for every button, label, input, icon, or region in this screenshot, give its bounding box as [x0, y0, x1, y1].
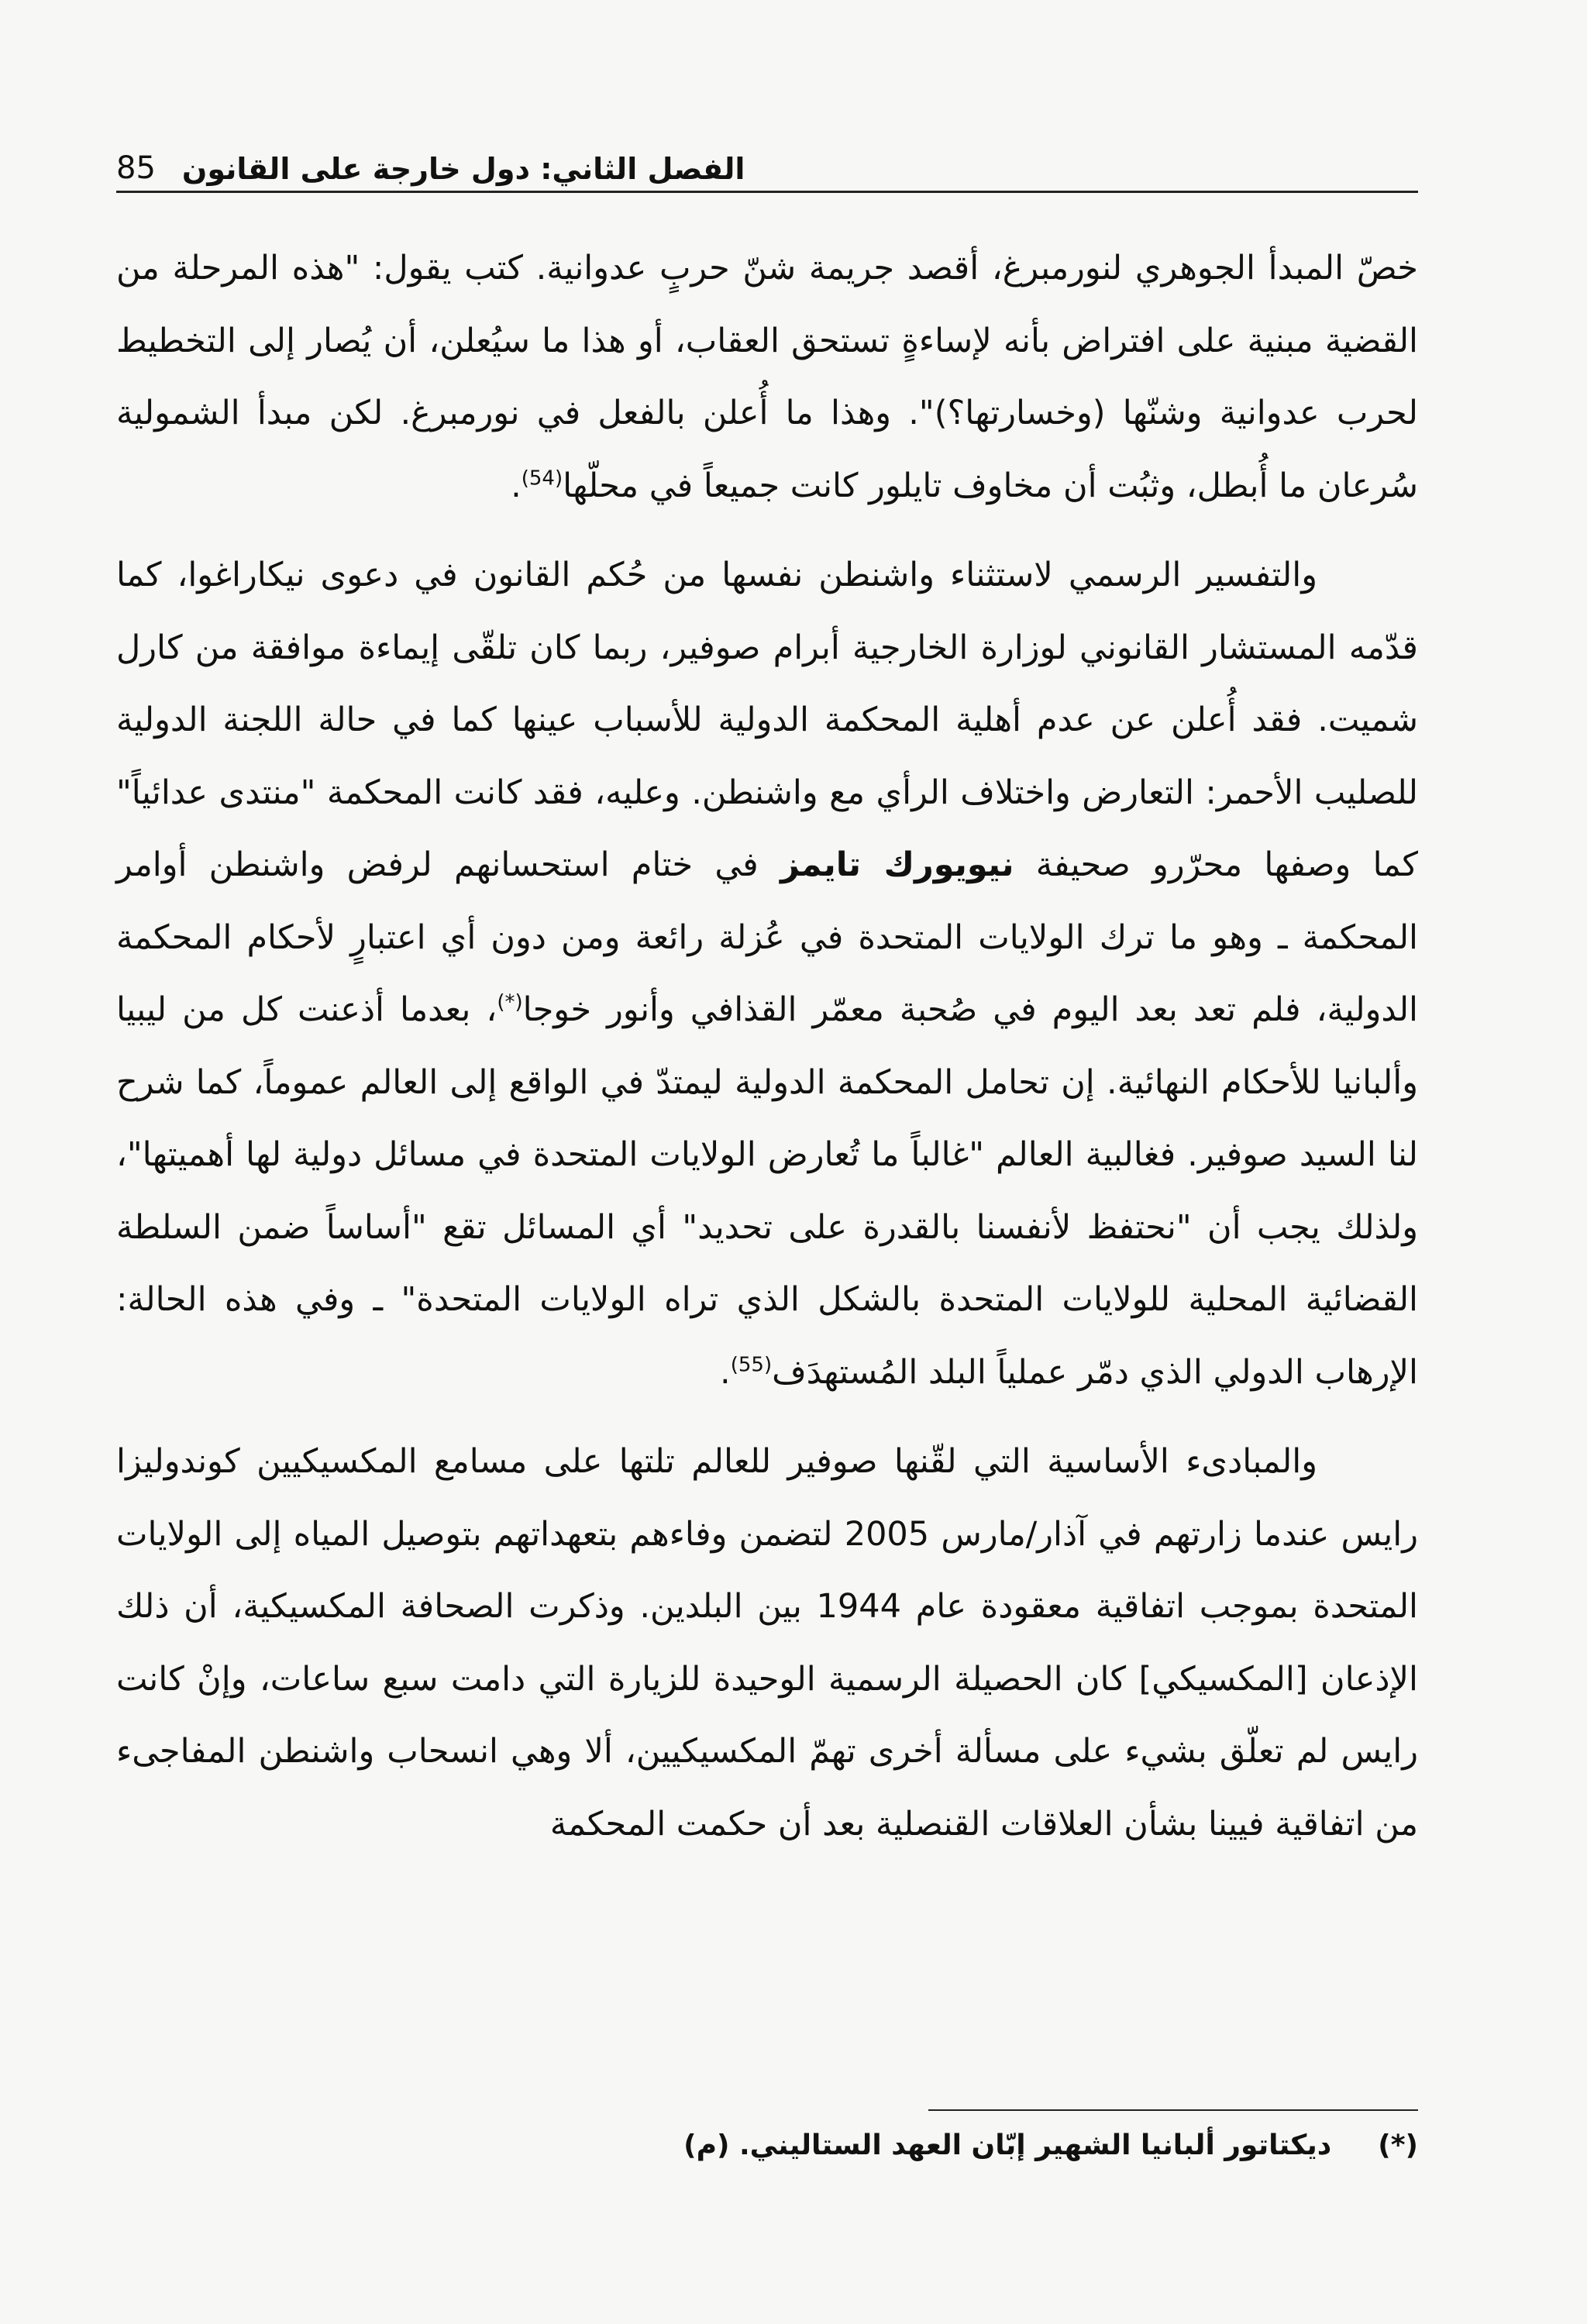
endnote-ref-55: (55)	[730, 1353, 773, 1377]
paragraph-3-text: والمبادىء الأساسية التي لقّنها صوفير للعالم تلتها على مسامع المكسيكيين كوندوليزا رايس عندما زارتهم في آذار/مارس 2005 لتضمن وفاءهم بتعهداتهم بتوصيل المياه إلى الولايات المتحدة بموجب اتفاقية معقودة عام 1944 بين البلدين. وذكرت الصحافة المكسيكية، أن ذلك الإذعان [المكسيكي] كان الحصيلة الرسمية الوحيدة للزيارة التي دامت سبع ساعات، وإنْ كانت رايس لم تعلّق بشيء على مسألة أخرى تهمّ المكسيكيين، ألا وهي انسحاب واشنطن المفاجىء من اتفاقية فيينا بشأن العلاقات القنصلية بعد أن حكمت المحكمة	[116, 1442, 1418, 1844]
chapter-title: الفصل الثاني: دول خارجة على القانون	[181, 152, 745, 186]
paragraph-2-text-b: في ختام استحسانهم لرفض واشنطن أوامر المحكمة ـ وهو ما ترك الولايات المتحدة في عُزلة رائعة ومن دون أي اعتبارٍ لأحكام المحكمة الدولية، فلم تعد بعد اليوم في صُحبة معمّر القذافي وأنور خوجا	[116, 845, 1418, 1029]
footnote-rule	[928, 2109, 1418, 2111]
footnote-text: ديكتاتور ألبانيا الشهير إبّان العهد الستاليني. (م)	[683, 2129, 1332, 2161]
paragraph-2	[116, 539, 1418, 1409]
footnote	[116, 2129, 1418, 2161]
main-text	[116, 232, 1418, 1861]
newspaper-name: نيويورك تايمز	[780, 845, 1014, 884]
footnote-ref-star: (*)	[497, 990, 523, 1014]
page-number: 85	[116, 150, 156, 186]
paragraph-1	[116, 232, 1418, 522]
paragraph-3	[116, 1426, 1418, 1861]
footnote-mark: (*)	[1378, 2129, 1418, 2161]
paragraph-2-text-a: والتفسير الرسمي لاستثناء واشنطن نفسها من حُكم القانون في دعوى نيكاراغوا، كما قدّمه المستشار القانوني لوزارة الخارجية أبرام صوفير، ربما كان تلقّى إيماءة موافقة من كارل شميت. فقد أُعلن عن عدم أهلية المحكمة الدولية للأسباب عينها كما في حالة اللجنة الدولية للصليب الأحمر: التعارض واختلاف الرأي مع واشنطن. وعليه، فقد كانت المحكمة "منتدى عدائياً" كما وصفها محرّرو صحيفة	[116, 556, 1419, 884]
running-header	[116, 132, 1418, 186]
paragraph-1-tail: .	[511, 466, 522, 505]
paragraph-1-text: خصّ المبدأ الجوهري لنورمبرغ، أقصد جريمة شنّ حربٍ عدوانية. كتب يقول: "هذه المرحلة من القضية مبنية على افتراض بأنه لإساءةٍ تستحق العقاب، أو هذا ما سيُعلن، أن يُصار إلى التخطيط لحرب عدوانية وشنّها (وخسارتها؟)". وهذا ما أُعلن بالفعل في نورمبرغ. لكن مبدأ الشمولية سُرعان ما أُبطل، وثبُت أن مخاوف تايلور كانت جميعاً في محلّها	[116, 249, 1418, 505]
header-rule	[116, 191, 1418, 193]
endnote-ref-54: (54)	[521, 467, 563, 491]
paragraph-2-text-c: ، بعدما أذعنت كل من ليبيا وألبانيا للأحكام النهائية. إن تحامل المحكمة الدولية ليمتدّ في الواقع إلى العالم عموماً، كما شرح لنا السيد صوفير. فغالبية العالم "غالباً ما تُعارض الولايات المتحدة في مسائل دولية لها أهميتها"، ولذلك يجب أن "نحتفظ لأنفسنا بالقدرة على تحديد" أي المسائل تقع "أساساً ضمن السلطة القضائية المحلية للولايات المتحدة بالشكل الذي تراه الولايات المتحدة" ـ وفي هذه الحالة: الإرهاب الدولي الذي دمّر عملياً البلد المُستهدَف	[116, 990, 1418, 1392]
paragraph-2-tail: .	[720, 1352, 731, 1392]
